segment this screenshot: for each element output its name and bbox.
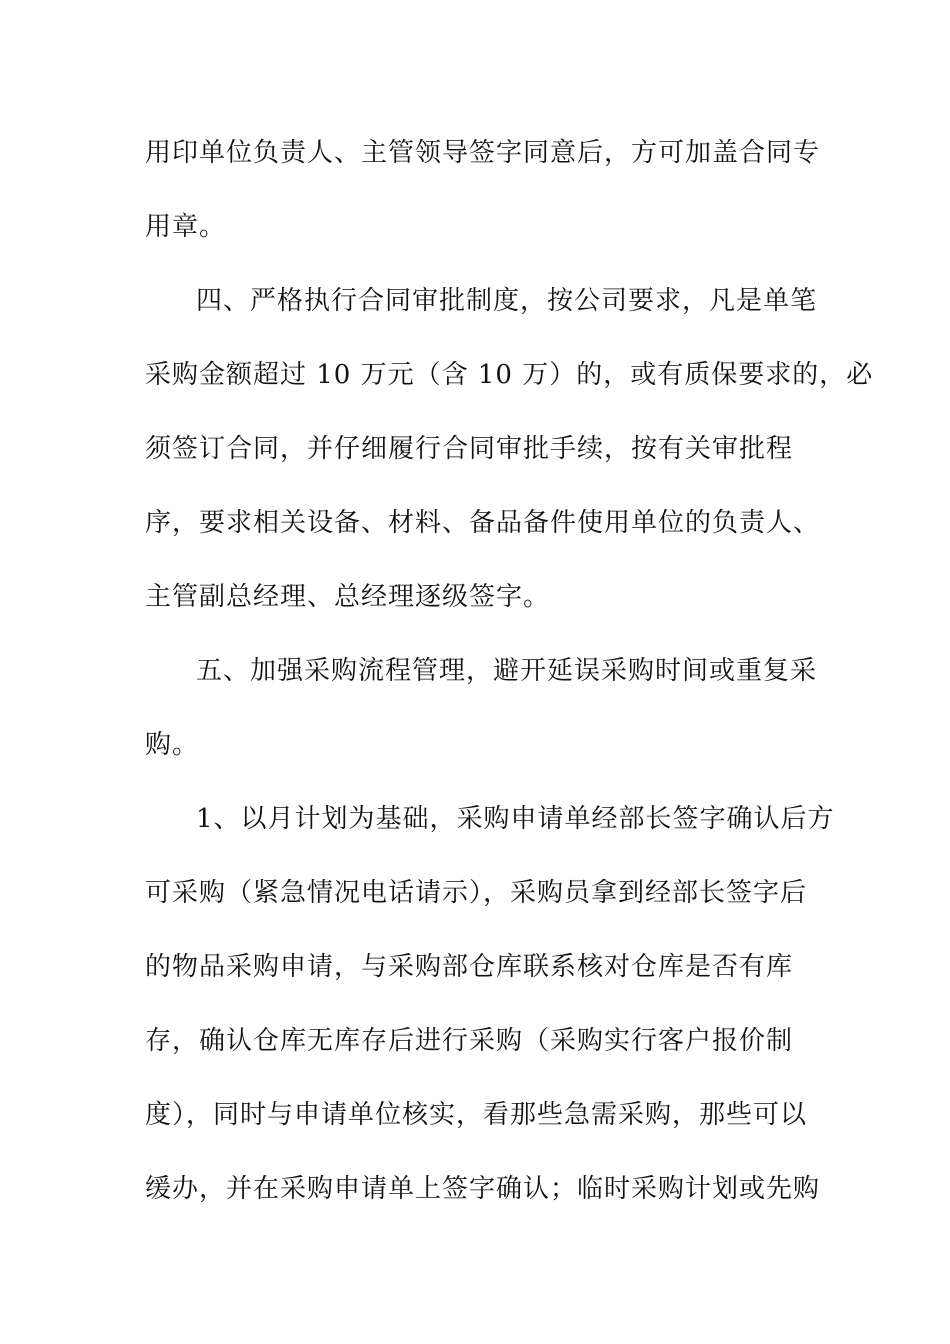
text-line: 采购金额超过 10 万元（含 10 万）的，或有质保要求的，必: [145, 360, 874, 390]
text-line: 度），同时与申请单位核实，看那些急需采购，那些可以: [145, 1100, 808, 1130]
text-line: 主管副总经理、总经理逐级签字。: [145, 582, 551, 612]
text-line: 购。: [145, 730, 200, 760]
paragraph-heading-5: 五、加强采购流程管理，避开延误采购时间或重复采: [196, 656, 818, 686]
text-line: 的物品采购申请，与采购部仓库联系核对仓库是否有库: [145, 952, 794, 982]
paragraph-heading-4: 四、严格执行合同审批制度，按公司要求，凡是单笔: [196, 286, 818, 316]
text-line: 存，确认仓库无库存后进行采购（采购实行客户报价制: [145, 1026, 794, 1056]
paragraph-item-1: 1、以月计划为基础，采购申请单经部长签字确认后方: [196, 804, 835, 834]
text-line: 须签订合同，并仔细履行合同审批手续，按有关审批程: [145, 434, 794, 464]
text-line: 序，要求相关设备、材料、备品备件使用单位的负责人、: [145, 508, 821, 538]
text-line: 用章。: [145, 212, 227, 242]
text-line: 用印单位负责人、主管领导签字同意后，方可加盖合同专: [145, 138, 821, 168]
text-line: 缓办，并在采购申请单上签字确认；临时采购计划或先购: [145, 1174, 821, 1204]
text-line: 可采购（紧急情况电话请示），采购员拿到经部长签字后: [145, 878, 808, 908]
